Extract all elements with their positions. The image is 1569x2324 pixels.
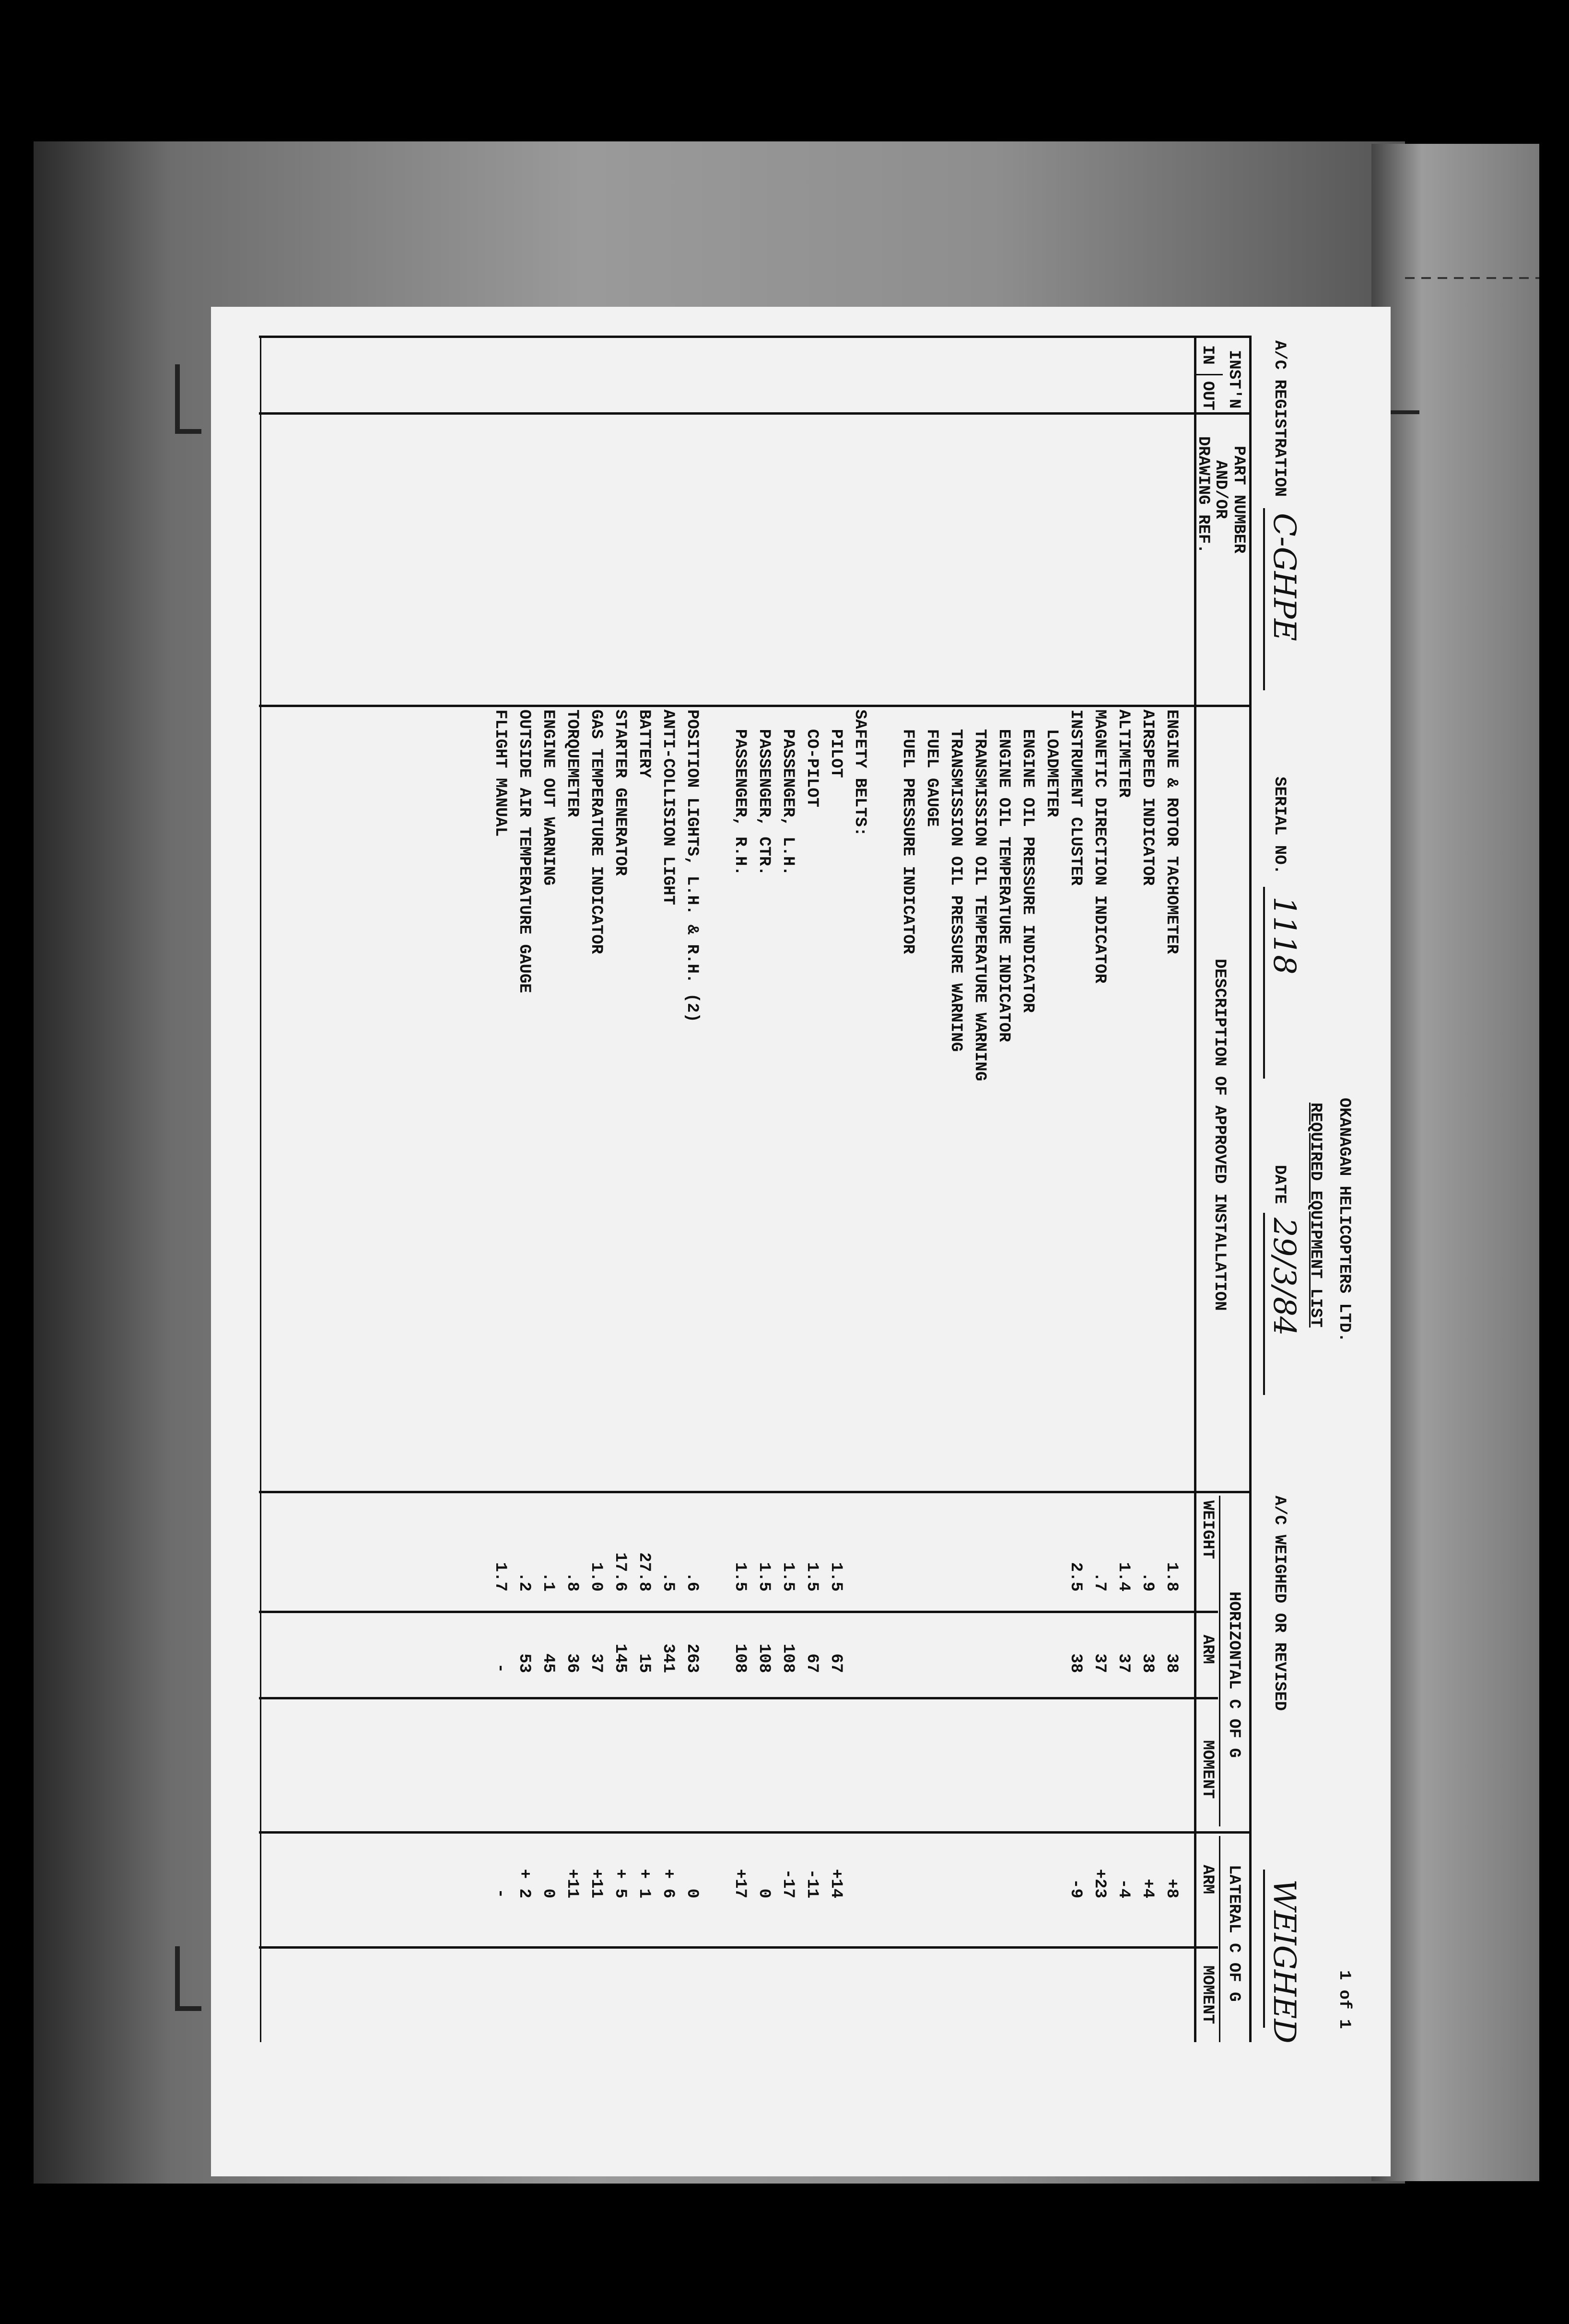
arm-value: 263	[683, 1643, 701, 1673]
weighed-underline	[1263, 1870, 1265, 2028]
lateral-arm-value: 0	[683, 1888, 701, 1898]
arm-value: 341	[659, 1643, 677, 1673]
arm-value	[988, 1615, 1012, 1673]
lateral-arm-value: +14	[827, 1869, 845, 1898]
in-out-divider	[1194, 374, 1223, 375]
col-instn: INST'N	[1225, 350, 1243, 409]
col-horizontal: HORIZONTAL C OF G	[1225, 1592, 1243, 1758]
weight-value: 2.5	[1066, 1562, 1085, 1592]
table-bottom-border	[260, 336, 261, 2042]
arm-value: 53	[515, 1653, 533, 1673]
arm-value: 108	[779, 1643, 797, 1673]
equipment-description: OUTSIDE AIR TEMPERATURE GAUGE	[515, 709, 533, 993]
weight-value: .6	[683, 1572, 701, 1592]
lateral-arm-value: +4	[1138, 1879, 1157, 1898]
company-name: OKANAGAN HELICOPTERS LTD.	[1335, 1098, 1353, 1343]
weight-value: 1.0	[587, 1562, 605, 1592]
horizontal-subheader-line	[1219, 1496, 1220, 1826]
divider-lateral-arm	[259, 1946, 1218, 1949]
equipment-description: ENGINE & ROTOR TACHOMETER	[1162, 709, 1181, 954]
weight-value	[1012, 1496, 1036, 1592]
lateral-arm-column	[484, 1836, 1180, 1898]
equipment-description: CO-PILOT	[803, 709, 821, 808]
arm-value: 15	[635, 1653, 653, 1673]
arm-value	[700, 1615, 724, 1673]
arm-value: 38	[1138, 1653, 1157, 1673]
weight-value	[964, 1496, 988, 1592]
serial-underline	[1263, 887, 1265, 1079]
arm-value: 145	[611, 1643, 629, 1673]
weight-value: 1.8	[1162, 1562, 1181, 1592]
equipment-description: MAGNETIC DIRECTION INDICATOR	[1090, 709, 1109, 984]
arm-column	[484, 1615, 1180, 1673]
arm-value: 37	[1114, 1653, 1133, 1673]
arm-value: 108	[731, 1643, 749, 1673]
equipment-description: BATTERY	[635, 709, 653, 778]
col-arm: ARM	[1198, 1635, 1217, 1664]
divider-horizontal	[259, 1831, 1252, 1834]
document-title: REQUIRED EQUIPMENT LIST	[1306, 1103, 1324, 1328]
weight-value: 1.7	[491, 1562, 509, 1592]
weight-value: .2	[515, 1572, 533, 1592]
equipment-description: TORQUEMETER	[563, 709, 581, 817]
weight-value	[868, 1496, 892, 1592]
arm-value	[892, 1615, 916, 1673]
equipment-description: STARTER GENERATOR	[611, 709, 629, 876]
divider-description	[259, 1491, 1252, 1493]
registration-underline	[1263, 508, 1265, 690]
lateral-arm-value	[868, 1836, 892, 1898]
col-part-number: PART NUMBER	[1229, 446, 1248, 554]
equipment-description: ENGINE OIL PRESSURE INDICATOR	[1019, 709, 1037, 1013]
weight-value	[940, 1496, 964, 1592]
divider-arm	[259, 1697, 1218, 1699]
weight-value: .5	[659, 1572, 677, 1592]
weight-value: 1.5	[779, 1562, 797, 1592]
weight-value	[892, 1496, 916, 1592]
col-part-andor: AND/OR	[1211, 460, 1229, 519]
divider-instn	[259, 412, 1252, 415]
weight-value	[700, 1496, 724, 1592]
equipment-description: POSITION LIGHTS, L.H. & R.H. (2)	[683, 709, 701, 1023]
lateral-arm-value: +23	[1090, 1869, 1109, 1898]
lateral-arm-value: 0	[755, 1888, 773, 1898]
weight-value: .9	[1138, 1572, 1157, 1592]
equipment-description: INSTRUMENT CLUSTER	[1066, 709, 1085, 886]
date-value: 29/3/84	[1266, 1218, 1302, 1336]
weighed-label: A/C WEIGHED OR REVISED	[1270, 1496, 1288, 1711]
lateral-arm-value: -4	[1114, 1879, 1133, 1898]
arm-value: 67	[803, 1653, 821, 1673]
col-moment: MOMENT	[1198, 1740, 1217, 1799]
equipment-description: FLIGHT MANUAL	[491, 709, 509, 837]
equipment-description: PILOT	[827, 709, 845, 778]
arm-value	[1036, 1615, 1060, 1673]
col-drawing-ref: DRAWING REF.	[1194, 436, 1212, 554]
col-in: IN	[1198, 345, 1217, 365]
lateral-arm-value	[940, 1836, 964, 1898]
equipment-description	[868, 709, 892, 1486]
arm-value	[964, 1615, 988, 1673]
lateral-arm-value: +17	[731, 1869, 749, 1898]
equipment-description: ANTI-COLLISION LIGHT	[659, 709, 677, 906]
table-top-border	[1249, 336, 1252, 2042]
equipment-description: LOADMETER	[1042, 709, 1061, 817]
lateral-arm-value: -9	[1066, 1879, 1085, 1898]
lateral-arm-value	[1036, 1836, 1060, 1898]
weight-value	[844, 1496, 868, 1592]
lateral-arm-value	[916, 1836, 940, 1898]
lateral-arm-value: +11	[563, 1869, 581, 1898]
equipment-list-sheet	[211, 307, 1391, 2176]
arm-value: 38	[1066, 1653, 1085, 1673]
table-header-border	[1194, 336, 1196, 2042]
lateral-arm-value	[892, 1836, 916, 1898]
divider-weight	[259, 1611, 1218, 1613]
page-number: 1 of 1	[1335, 1970, 1353, 2029]
lateral-arm-value: -17	[779, 1869, 797, 1898]
weight-value	[916, 1496, 940, 1592]
registration-value: C-GHPE	[1266, 513, 1302, 641]
weight-value	[1036, 1496, 1060, 1592]
arm-value: 108	[755, 1643, 773, 1673]
arm-value: 37	[587, 1653, 605, 1673]
table-left-border	[259, 336, 1252, 338]
equipment-description: FUEL GAUGE	[923, 709, 941, 827]
equipment-description: GAS TEMPERATURE INDICATOR	[587, 709, 605, 954]
lateral-arm-value	[844, 1836, 868, 1898]
equipment-description: PASSENGER, CTR.	[755, 709, 773, 876]
col-lateral: LATERAL C OF G	[1225, 1865, 1243, 2002]
lateral-arm-value: + 6	[659, 1869, 677, 1898]
arm-value	[868, 1615, 892, 1673]
lateral-arm-value: 0	[539, 1888, 557, 1898]
lateral-arm-value	[988, 1836, 1012, 1898]
arm-value	[940, 1615, 964, 1673]
arm-value	[916, 1615, 940, 1673]
divider-part	[259, 705, 1252, 707]
equipment-description: AIRSPEED INDICATOR	[1138, 709, 1157, 886]
equipment-description: ALTIMETER	[1114, 709, 1133, 798]
arm-value	[844, 1615, 868, 1673]
col-out: OUT	[1198, 381, 1217, 411]
date-underline	[1263, 1213, 1265, 1395]
arm-value	[1012, 1615, 1036, 1673]
equipment-description: PASSENGER, R.H.	[731, 709, 749, 876]
arm-value: -	[491, 1663, 509, 1673]
lateral-subheader-line	[1219, 1836, 1220, 2042]
weight-value: 1.5	[827, 1562, 845, 1592]
lateral-arm-value: + 1	[635, 1869, 653, 1898]
weighed-value: WEIGHED	[1266, 1879, 1302, 2044]
date-label: DATE	[1270, 1165, 1288, 1204]
equipment-description: ENGINE OUT WARNING	[539, 709, 557, 886]
equipment-description: FUEL PRESSURE INDICATOR	[899, 709, 917, 954]
lateral-arm-value: + 2	[515, 1869, 533, 1898]
lateral-arm-value: +8	[1162, 1879, 1181, 1898]
equipment-description	[700, 709, 724, 1486]
weight-value: 27.8	[635, 1552, 653, 1592]
equipment-description: SAFETY BELTS:	[851, 709, 869, 837]
weight-value: 17.6	[611, 1552, 629, 1592]
equipment-description: PASSENGER, L.H.	[779, 709, 797, 876]
equipment-description: TRANSMISSION OIL TEMPERATURE WARNING	[971, 709, 989, 1081]
scan-edge	[1371, 144, 1539, 2181]
description-column	[484, 709, 1180, 1486]
lateral-arm-value	[1012, 1836, 1036, 1898]
lateral-arm-value	[700, 1836, 724, 1898]
col-lateral-arm: ARM	[1198, 1865, 1217, 1894]
serial-value: 1118	[1266, 896, 1302, 975]
col-lateral-moment: MOMENT	[1198, 1965, 1217, 2024]
weight-value: 1.5	[755, 1562, 773, 1592]
lateral-arm-value: + 5	[611, 1869, 629, 1898]
serial-label: SERIAL NO.	[1270, 777, 1288, 875]
equipment-description: ENGINE OIL TEMPERATURE INDICATOR	[995, 709, 1013, 1042]
col-description: DESCRIPTION OF APPROVED INSTALLATION	[1210, 959, 1229, 1311]
weight-value: .7	[1090, 1572, 1109, 1592]
lateral-arm-value	[964, 1836, 988, 1898]
equipment-description: TRANSMISSION OIL PRESSURE WARNING	[947, 709, 965, 1052]
arm-value: 38	[1162, 1653, 1181, 1673]
arm-value: 37	[1090, 1653, 1109, 1673]
lateral-arm-value: -	[491, 1888, 509, 1898]
arm-value: 36	[563, 1653, 581, 1673]
arm-value: 45	[539, 1653, 557, 1673]
registration-label: A/C REGISTRATION	[1270, 340, 1288, 497]
weight-value: 1.5	[803, 1562, 821, 1592]
weight-value: .8	[563, 1572, 581, 1592]
lateral-arm-value: +11	[587, 1869, 605, 1898]
weight-value: .1	[539, 1572, 557, 1592]
weight-value: 1.5	[731, 1562, 749, 1592]
lateral-arm-value: -11	[803, 1869, 821, 1898]
weight-column	[484, 1496, 1180, 1592]
arm-value: 67	[827, 1653, 845, 1673]
weight-value: 1.4	[1114, 1562, 1133, 1592]
weight-value	[988, 1496, 1012, 1592]
col-weight: WEIGHT	[1198, 1500, 1217, 1559]
